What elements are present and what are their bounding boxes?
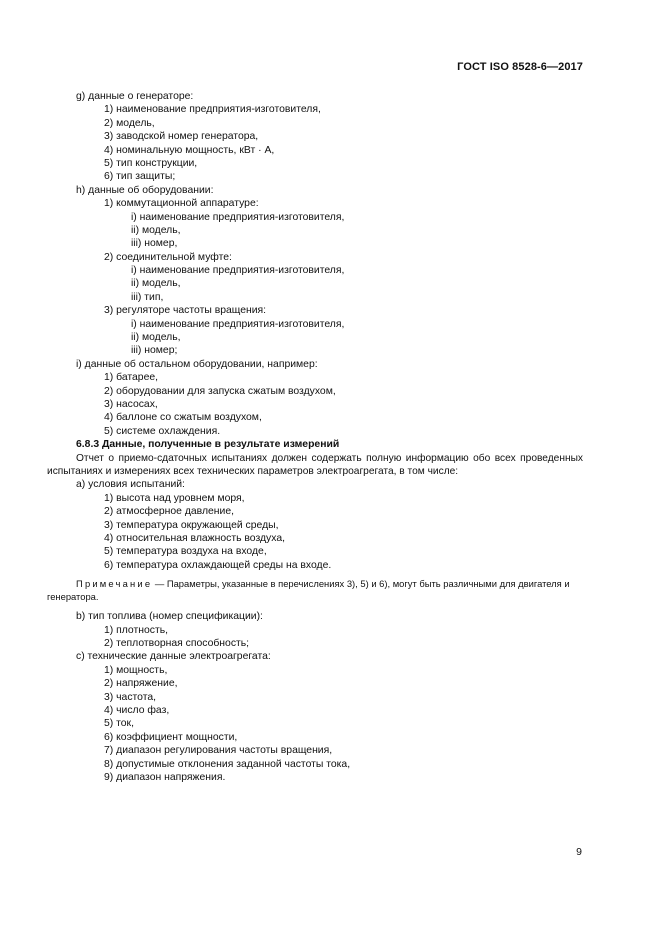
list-item: 3) частота, (104, 691, 157, 703)
list-item: 2) напряжение, (104, 678, 178, 690)
list-item: 5) тип конструкции, (104, 157, 198, 169)
list-item: 5) системе охлаждения. (104, 425, 221, 437)
list-item: 2) соединительной муфте: (104, 251, 232, 263)
document-header (457, 61, 583, 73)
note (47, 578, 583, 603)
list-item: 2) теплотворная способность; (104, 638, 250, 650)
list-item-h: h) данные об оборудовании: (76, 184, 214, 196)
list-item: ii) модель, (131, 278, 181, 290)
list-item: 4) номинальную мощность, кВт · А, (104, 144, 275, 156)
list-item: 4) баллоне со сжатым воздухом, (104, 412, 262, 424)
list-item-b: b) тип топлива (номер спецификации): (76, 611, 263, 623)
list-item: 2) оборудовании для запуска сжатым воздухом, (104, 385, 336, 397)
list-item-g: g) данные о генераторе: (76, 91, 194, 102)
list-item: i) наименование предприятия-изготовителя, (131, 318, 345, 330)
list-item: iii) тип, (131, 291, 164, 303)
list-item: 2) атмосферное давление, (104, 506, 235, 518)
list-item: 3) насосах, (104, 398, 158, 410)
section-heading: 6.8.3 Данные, полученные в результате измерений (76, 439, 340, 451)
list-item: 3) регуляторе частоты вращения: (104, 305, 267, 317)
note-label: Примечание (76, 578, 153, 590)
list-item: 3) заводской номер генератора, (104, 131, 259, 143)
list-item-a: а) условия испытаний: (76, 479, 185, 491)
list-item: 1) наименование предприятия-изготовителя, (104, 104, 321, 116)
document-body (47, 90, 583, 784)
list-item: 6) температура охлаждающей среды на входе. (104, 559, 332, 571)
list-item: 7) диапазон регулирования частоты вращения, (104, 745, 333, 757)
list-item: 5) температура воздуха на входе, (104, 546, 267, 558)
list-item: i) наименование предприятия-изготовителя, (131, 211, 345, 223)
list-item: 5) ток, (104, 718, 134, 730)
list-item: 6) коэффициент мощности, (104, 731, 238, 743)
list-item: 6) тип защиты; (104, 171, 176, 183)
list-item: 1) коммутационной аппаратуре: (104, 198, 259, 210)
list-item: iii) номер; (131, 345, 178, 357)
list-item-c: c) технические данные электроагрегата: (76, 651, 271, 663)
list-item: ii) модель, (131, 332, 181, 344)
page-number: 9 (576, 846, 582, 858)
document-code: ГОСТ ISO 8528-6—2017 (457, 61, 583, 73)
list-item: 4) число фаз, (104, 705, 170, 717)
list-item: 1) плотность, (104, 624, 169, 636)
section-paragraph: Отчет о приемо-сдаточных испытаниях должен содержать полную информацию обо всех проведенных испытаниях и измерениях всех технических параметров электроагрегата, в том числе: (47, 452, 583, 477)
list-item: 4) относительная влажность воздуха, (104, 532, 285, 544)
list-item: ii) модель, (131, 224, 181, 236)
list-item: 1) мощность, (104, 664, 168, 676)
list-item: 1) батарее, (104, 372, 159, 384)
note-text: — Параметры, указанные в перечислениях 3), 5) и 6), могут быть различными для двигателя и генератора. (47, 578, 570, 602)
list-item: 8) допустимые отклонения заданной частоты тока, (104, 758, 351, 770)
list-item-i: i) данные об остальном оборудовании, например: (76, 358, 318, 370)
list-item: 3) температура окружающей среды, (104, 519, 279, 531)
list-item: 1) высота над уровнем моря, (104, 492, 245, 504)
list-item: 2) модель, (104, 117, 155, 129)
list-item: i) наименование предприятия-изготовителя, (131, 265, 345, 277)
list-item: iii) номер, (131, 238, 178, 250)
list-item: 9) диапазон напряжения. (104, 771, 226, 783)
